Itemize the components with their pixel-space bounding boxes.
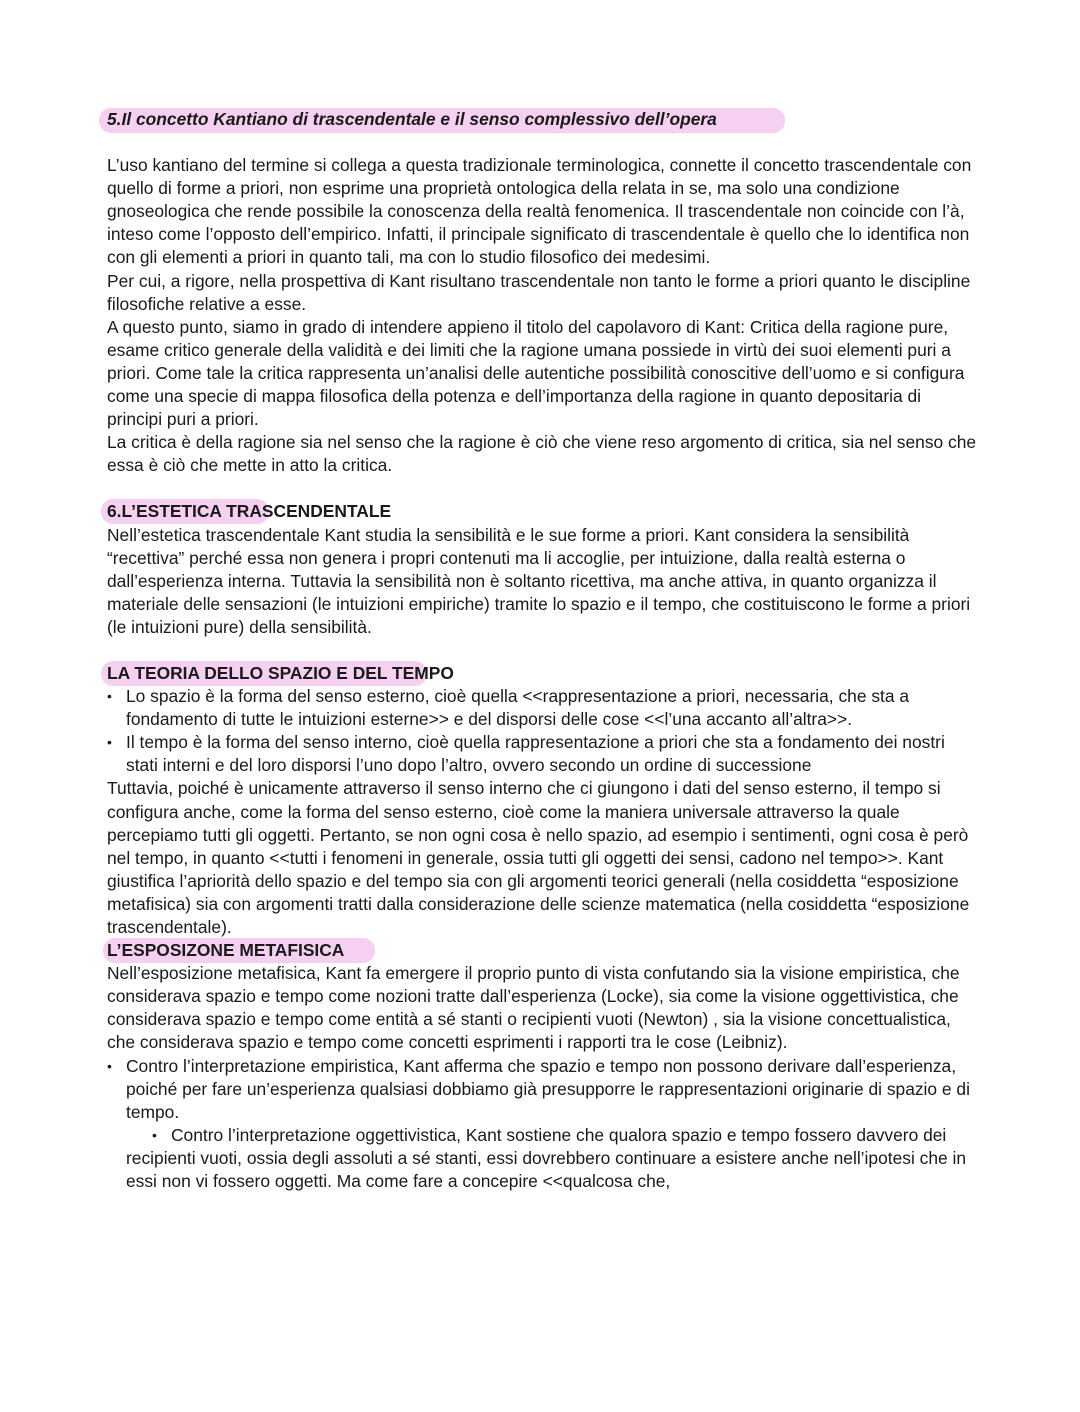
paragraph: Nell’estetica trascendentale Kant studia la sensibilità e le sue forme a priori. Kant considera la sensibilità “recettiva” perché essa non genera i propri contenuti ma li accoglie, per intuizione, dalla realtà esterna o dall’esperienza interna. Tuttavia la sensibilità non è soltanto ricettiva, ma anche attiva, in quanto organizza il materiale delle sensazioni (le intuizioni empiriche) tramite lo spazio e il tempo, che costituiscono le forme a priori (le intuizioni pure) della sensibilità. (107, 524, 971, 637)
bullet-list (107, 1055, 977, 1194)
space-time-heading-wrap (107, 662, 977, 685)
paragraph: Per cui, a rigore, nella prospettiva di Kant risultano trascendentale non tanto le forme a priori quanto le discipline filosofiche relative a esse. (107, 270, 971, 314)
section-5-heading-wrap (107, 108, 977, 131)
bullet-item: • Il tempo è la forma del senso interno, cioè quella rappresentazione a priori che sta a fondamento dei nostri stati interni e del loro disporsi l’uno dopo l’altro, ovvero secondo un ordine di successione (107, 731, 977, 777)
space-time-heading: LA TEORIA DELLO SPAZIO E DEL TEMPO (107, 662, 454, 683)
paragraph: La critica è della ragione sia nel senso che la ragione è ciò che viene reso argomento di critica, sia nel senso che essa è ciò che mette in atto la critica. (107, 432, 977, 476)
section-5-heading: 5.Il concetto Kantiano di trascendentale e il senso complessivo dell’opera (107, 109, 717, 129)
paragraph: L’uso kantiano del termine si collega a questa tradizionale terminologica, connette il concetto trascendentale con quello di forme a priori, non esprime una proprietà ontologica della relata in se, ma solo una condizione gnoseologica che rende possibile la conoscenza della realtà fenomenica. Il trascendentale non coincide con l’à, inteso come l’opposto dell’empirico. Infatti, il principale significato di trascendentale è quello che lo identifica non con gli elementi a priori in quanto tali, ma con lo studio filosofico dei medesimi. (107, 155, 972, 268)
document-page (107, 108, 977, 1193)
paragraph: Nell’esposizione metafisica, Kant fa emergere il proprio punto di vista confutando sia la visione empiristica, che considerava spazio e tempo come nozioni tratte dall’esperienza (Locke), sia come la visione oggettivistica, che considerava spazio e tempo come entità a sé stanti o recipienti vuoti (Newton) , sia la visione concettualistica, che considerava spazio e tempo come concetti esprimenti i rapporti tra le cose (Leibniz). (107, 963, 960, 1053)
bullet-item: • Contro l’interpretazione empiristica, Kant afferma che spazio e tempo non possono derivare dall’esperienza, poiché per fare un’esperienza qualsiasi dobbiamo già presupporre le rappresentazioni originarie di spazio e di tempo. (107, 1055, 977, 1124)
section-6-heading-wrap (107, 500, 977, 523)
bullet-item: • Contro l’interpretazione oggettivistica, Kant sostiene che qualora spazio e tempo fossero davvero dei recipienti vuoti, ossia degli assoluti a sé stanti, essi dovrebbero continuare a esistere anche nell’ipotesi che in essi non vi fossero oggetti. Ma come fare a concepire <<qualcosa che, (107, 1124, 977, 1193)
paragraph: A questo punto, siamo in grado di intendere appieno il titolo del capolavoro di Kant: Critica della ragione pure, esame critico generale della validità e dei limiti che la ragione umana possiede in virtù dei suoi elementi puri a priori. Come tale la critica rappresenta un’analisi delle autentiche possibilità conoscitive dell’uomo e si configura come una specie di mappa filosofica della potenza e dell’importanza della ragione in quanto depositaria di principi puri a priori. (107, 316, 965, 430)
bullet-item: • Lo spazio è la forma del senso esterno, cioè quella <<rappresentazione a priori, necessaria, che sta a fondamento di tutte le intuizioni esterne>> e del disporsi delle cose <<l’una accanto all’altra>>. (107, 685, 977, 731)
paragraph: Tuttavia, poiché è unicamente attraverso il senso interno che ci giungono i dati del senso esterno, il tempo si configura anche, come la forma del senso esterno, cioè come la maniera universale attraverso la quale percepiamo tutti gli oggetti. Pertanto, se non ogni cosa è nello spazio, ad esempio i sentimenti, ogni cosa è però nel tempo, in quanto <<tutti i fenomeni in generale, ossia tutti gli oggetti dei sensi, cadono nel tempo>>. Kant giustifica l’apriorità dello spazio e del tempo sia con gli argomenti teorici generali (nella cosiddetta “esposizione metafisica) sia con argomenti tratti dalla considerazione delle scienze matematica (nella cosiddetta “esposizione trascendentale). (107, 778, 970, 937)
section-6-heading: 6.L’ESTETICA TRASCENDENTALE (107, 501, 392, 522)
metaphysical-heading-wrap (107, 939, 977, 962)
bullet-list (107, 685, 977, 777)
metaphysical-heading: L’ESPOSIZONE METAFISICA (107, 940, 345, 961)
